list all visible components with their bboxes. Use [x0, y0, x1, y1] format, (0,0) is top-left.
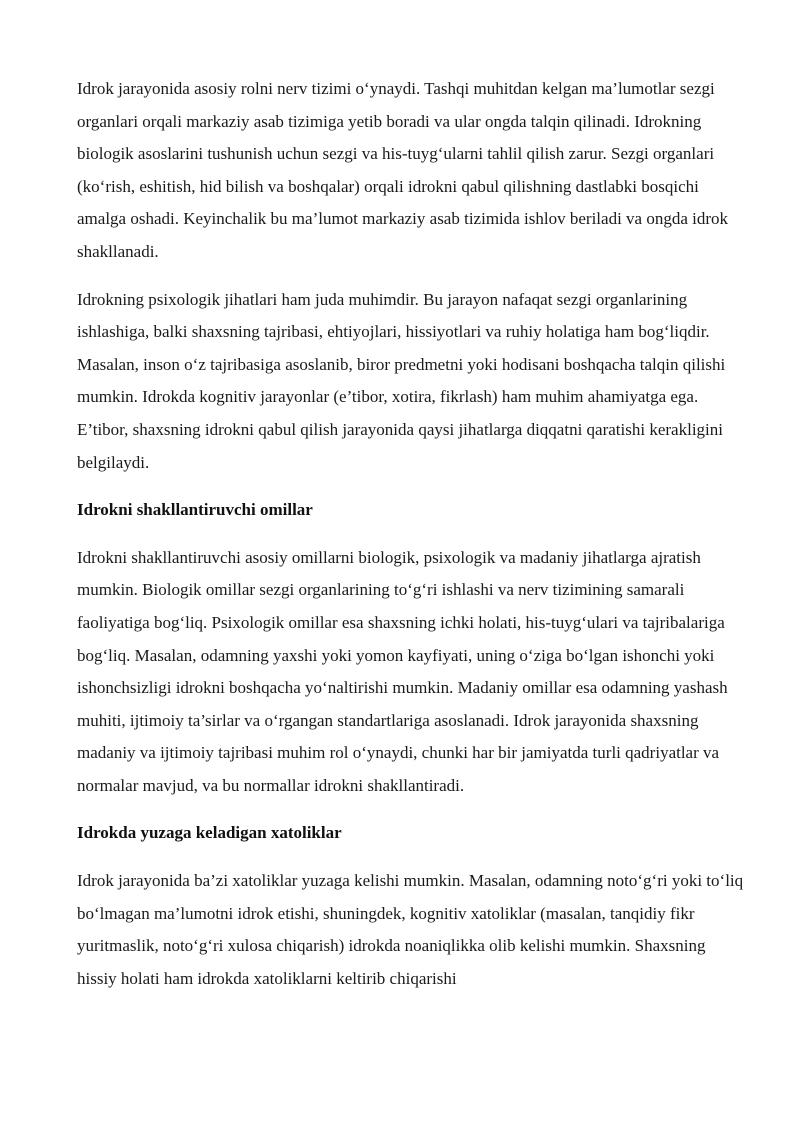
section-heading-perception-errors: Idrokda yuzaga keladigan xatoliklar: [77, 823, 342, 843]
paragraph-shaping-factors: Idrokni shakllantiruvchi asosiy omillarni biologik, psixologik va madaniy jihatlarga ajratish mumkin. Biologik omillar sezgi organlarining to‘g‘ri ishlashi va nerv tizimining samarali faoliyatiga bog‘liq. Psixologik omillar esa shaxsning ichki holati, his-tuyg‘ulari va tajribalariga bog‘liq. Masalan, odamning yaxshi yoki yomon kayfiyati, uning o‘ziga bo‘lgan ishonchi yoki ishonchsizligi idrokni boshqacha yo‘naltirishi mumkin. Madaniy omillar esa odamning yashash muhiti, ijtimoiy ta’sirlar va o‘rgangan standartlariga asoslanadi. Idrok jarayonida shaxsning madaniy va ijtimoiy tajribasi muhim rol o‘ynaydi, chunki har bir jamiyatda turli qadriyatlar va normalar mavjud, va bu normallar idrokni shakllantiradi.: [77, 547, 728, 795]
document-page: [77, 73, 747, 1010]
paragraph-nervous-system: Idrok jarayonida asosiy rolni nerv tizimi o‘ynaydi. Tashqi muhitdan kelgan ma’lumotlar sezgi organlari orqali markaziy asab tizimiga yetib boradi va ular ongda talqin qilinadi. Idrokning biologik asoslarini tushunish uchun sezgi va his-tuyg‘ularni tahlil qilish zarur. Sezgi organlari (ko‘rish, eshitish, hid bilish va boshqalar) orqali idrokni qabul qilishning dastlabki bosqichi amalga oshadi. Keyinchalik bu ma’lumot markaziy asab tizimida ishlov beriladi va ongda idrok shakllanadi.: [77, 79, 729, 261]
section-heading-shaping-factors: Idrokni shakllantiruvchi omillar: [77, 500, 313, 520]
paragraph-psychological-aspects: Idrokning psixologik jihatlari ham juda muhimdir. Bu jarayon nafaqat sezgi organlarining ishlashiga, balki shaxsning tajribasi, ehtiyojlari, hissiyotlari va ruhiy holatiga ham bog‘liqdir. Masalan, inson o‘z tajribasiga asoslanib, biror predmetni yoki hodisani boshqacha talqin qilishi mumkin. Idrokda kognitiv jarayonlar (e’tibor, xotira, fikrlash) ham muhim ahamiyatga ega. E’tibor, shaxsning idrokni qabul qilish jarayonida qaysi jihatlarga diqqatni qaratishi kerakligini belgilaydi.: [77, 289, 726, 472]
paragraph-perception-errors: Idrok jarayonida ba’zi xatoliklar yuzaga kelishi mumkin. Masalan, odamning noto‘g‘ri yoki to‘liq bo‘lmagan ma’lumotni idrok etishi, shuningdek, kognitiv xatoliklar (masalan, tanqidiy fikr yuritmaslik, noto‘g‘ri xulosa chiqarish) idrokda noaniqlikka olib kelishi mumkin. Shaxsning hissiy holati ham idrokda xatoliklarni keltirib chiqarishi: [77, 871, 744, 988]
